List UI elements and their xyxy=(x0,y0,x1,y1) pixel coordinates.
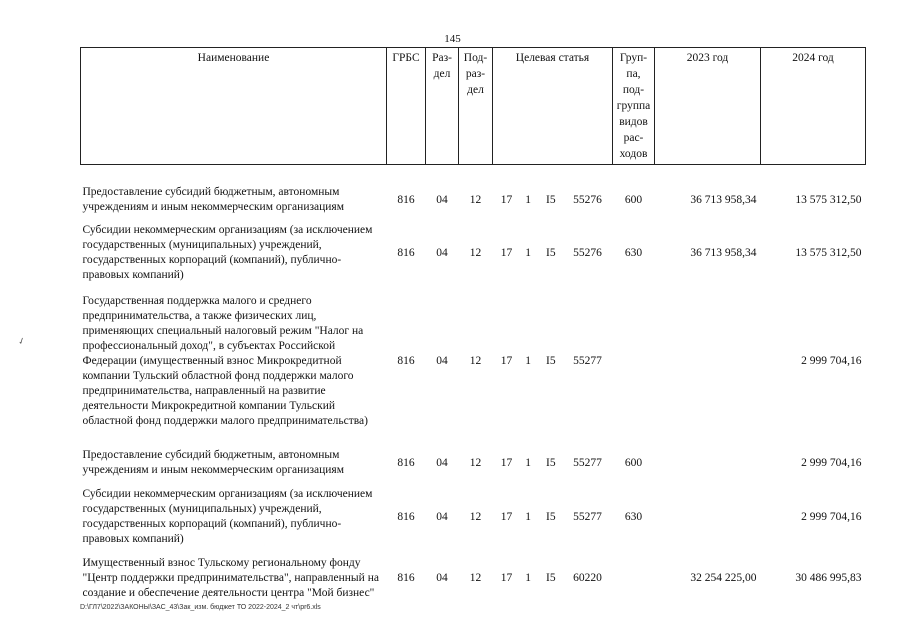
row-podrazdel: 12 xyxy=(469,571,482,584)
row-target-article xyxy=(493,547,613,609)
target-article-part: I5 xyxy=(546,193,556,206)
row-name: Имущественный взнос Тульскому региональному фонду "Центр поддержки предпринимательства", направленный на создание и обеспечение деятельности центра "Мой бизнес" xyxy=(82,556,379,599)
table-header-row xyxy=(81,48,866,165)
row-target-article xyxy=(493,439,613,487)
row-podrazdel: 12 xyxy=(469,456,482,469)
target-article-part: 17 xyxy=(500,193,513,206)
target-article-part: I5 xyxy=(546,354,556,367)
row-expense-type: 630 xyxy=(624,510,643,523)
row-grbs: 816 xyxy=(397,193,415,206)
row-grbs: 816 xyxy=(397,246,415,259)
target-article-part: 1 xyxy=(525,193,532,206)
row-expense-type xyxy=(613,283,655,439)
header-podrazdel: Под- раз- дел xyxy=(459,48,493,165)
target-article-part: 55276 xyxy=(573,193,602,206)
row-amount-2024: 30 486 995,83 xyxy=(795,571,862,584)
table-row xyxy=(81,165,866,224)
target-article-part: 55276 xyxy=(573,246,602,259)
row-target-article xyxy=(493,283,613,439)
row-target-article xyxy=(493,223,613,283)
table-row xyxy=(81,439,866,487)
row-razdel: 04 xyxy=(436,354,448,367)
row-name: Предоставление субсидий бюджетным, автономным учреждениям и иным некоммерческим организациям xyxy=(82,449,344,476)
target-article-part: 1 xyxy=(525,354,532,367)
target-article-part: 17 xyxy=(500,510,513,523)
target-article-part: 1 xyxy=(525,571,532,584)
row-amount-2023: 32 254 225,00 xyxy=(690,571,757,584)
row-amount-2023 xyxy=(655,487,761,547)
target-article-part: I5 xyxy=(546,456,556,469)
row-grbs: 816 xyxy=(397,354,415,367)
page-number: 145 xyxy=(444,33,461,45)
header-year-2023: 2023 год xyxy=(655,48,761,165)
margin-checkmark: ✓ xyxy=(16,335,27,348)
row-grbs: 816 xyxy=(397,571,415,584)
row-name: Государственная поддержка малого и среднего предпринимательства, а также физических лиц, применяющих специальный налоговый режим "Налог на профессиональный доход", в субъектах Российской Федерации (имущественный взнос Микрокредитной компании Тульский областной фонд поддержки малого предпринимательства, направленный на развитие деятельности Микрокредитной компании Тульский областной фонд поддержки малого предпринимательства) xyxy=(82,294,368,427)
file-path-footer: D:\ГЛ7\2022\ЗАКОНЫ\ЗАС_43\Зак_изм. бюджет ТО 2022-2024_2 чт\pr6.xls xyxy=(80,604,321,611)
row-podrazdel: 12 xyxy=(469,246,482,259)
header-year-2024: 2024 год xyxy=(761,48,866,165)
target-article-part: I5 xyxy=(546,246,556,259)
header-grbs: ГРБС xyxy=(387,48,426,165)
row-razdel: 04 xyxy=(436,510,448,523)
row-amount-2024: 13 575 312,50 xyxy=(795,193,862,206)
row-name: Субсидии некоммерческим организациям (за исключением государственных (муниципальных) учреждений, государственных корпораций (компаний), публично-правовых компаний) xyxy=(82,488,373,545)
table-row xyxy=(81,487,866,547)
header-razdel: Раз- дел xyxy=(426,48,459,165)
row-amount-2023: 36 713 958,34 xyxy=(690,246,757,259)
table-row xyxy=(81,223,866,283)
row-grbs: 816 xyxy=(397,456,415,469)
row-podrazdel: 12 xyxy=(469,193,482,206)
row-amount-2023: 36 713 958,34 xyxy=(690,193,757,206)
budget-table xyxy=(80,47,866,609)
target-article-part: 1 xyxy=(525,246,532,259)
row-expense-type xyxy=(613,547,655,609)
table-row xyxy=(81,547,866,609)
row-amount-2024: 2 999 704,16 xyxy=(801,354,862,367)
row-name: Субсидии некоммерческим организациям (за исключением государственных (муниципальных) учреждений, государственных корпораций (компаний), публично-правовых компаний) xyxy=(82,224,373,281)
target-article-part: 1 xyxy=(525,456,532,469)
table-row xyxy=(81,283,866,439)
row-razdel: 04 xyxy=(436,571,448,584)
target-article-part: 1 xyxy=(525,510,532,523)
row-razdel: 04 xyxy=(436,456,448,469)
header-target-article: Целевая статья xyxy=(493,48,613,165)
row-expense-type: 630 xyxy=(624,246,643,259)
target-article-part: I5 xyxy=(546,510,556,523)
row-podrazdel: 12 xyxy=(469,354,482,367)
row-podrazdel: 12 xyxy=(469,510,482,523)
row-amount-2023 xyxy=(655,283,761,439)
target-article-part: 17 xyxy=(500,354,513,367)
target-article-part: 55277 xyxy=(573,354,602,367)
target-article-part: 55277 xyxy=(573,510,602,523)
row-amount-2023 xyxy=(655,439,761,487)
header-expense-type: Груп- па, под- группа видов рас- ходов xyxy=(613,48,655,165)
target-article-part: 17 xyxy=(500,246,513,259)
target-article-part: 55277 xyxy=(573,456,602,469)
row-expense-type: 600 xyxy=(624,193,643,206)
row-target-article xyxy=(493,165,613,224)
target-article-part: 17 xyxy=(500,456,513,469)
target-article-part: I5 xyxy=(546,571,556,584)
row-amount-2024: 13 575 312,50 xyxy=(795,246,862,259)
row-grbs: 816 xyxy=(397,510,415,523)
target-article-part: 17 xyxy=(500,571,513,584)
row-razdel: 04 xyxy=(436,193,448,206)
row-target-article xyxy=(493,487,613,547)
row-amount-2024: 2 999 704,16 xyxy=(801,510,862,523)
target-article-part: 60220 xyxy=(573,571,602,584)
row-name: Предоставление субсидий бюджетным, автономным учреждениям и иным некоммерческим организациям xyxy=(82,186,344,213)
header-name: Наименование xyxy=(81,48,387,165)
row-razdel: 04 xyxy=(436,246,448,259)
row-expense-type: 600 xyxy=(624,456,643,469)
row-amount-2024: 2 999 704,16 xyxy=(801,456,862,469)
